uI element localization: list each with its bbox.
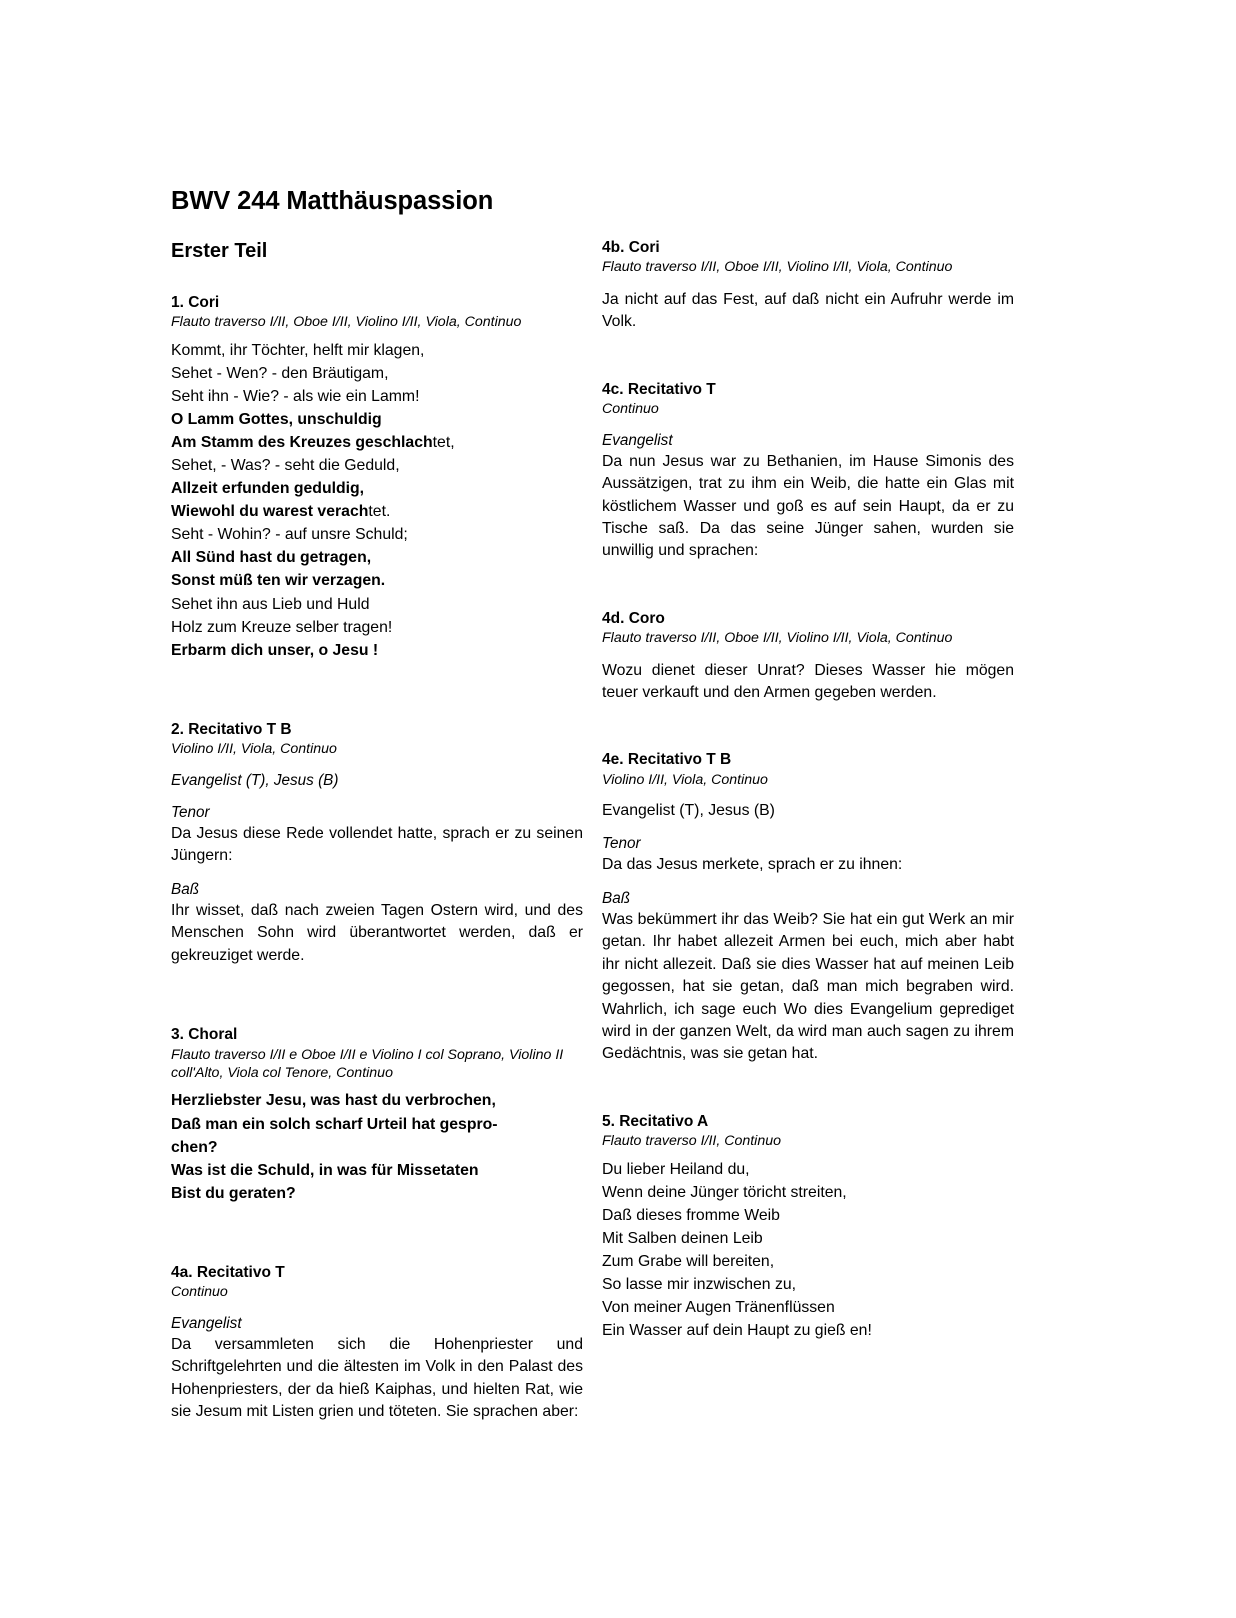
movement-heading: 4d. Coro (602, 609, 665, 627)
movement-roles: Evangelist (T), Jesus (B) (602, 802, 775, 820)
verse-line: Was ist die Schuld, in was für Missetaten (171, 1161, 479, 1179)
movement-5 (602, 1112, 1014, 1342)
verse-line: Daß dieses fromme Weib (602, 1206, 780, 1224)
left-column (171, 238, 583, 1424)
movement-heading: 4a. Recitativo T (171, 1263, 285, 1281)
verse-line: Sehet ihn aus Lieb und Huld (171, 595, 370, 613)
movement-scoring: Flauto traverso I/II, Oboe I/II, Violino I/II, Viola, Continuo (171, 314, 522, 331)
verse-line: Herzliebster Jesu, was hast du verbrochen, (171, 1092, 496, 1110)
right-column (602, 238, 1014, 1342)
voice-blocks (602, 834, 1014, 1066)
movement-3 (171, 1025, 583, 1205)
movement-heading: 4b. Cori (602, 239, 660, 256)
verse-line: Sehet, - Was? - seht die Geduld, (171, 457, 400, 475)
movement-scoring: Flauto traverso I/II, Continuo (602, 1133, 782, 1150)
movement-scoring: Flauto traverso I/II, Oboe I/II, Violino I/II, Viola, Continuo (602, 259, 953, 276)
movement-scoring: Continuo (171, 1284, 228, 1301)
verse-line: Seht - Wohin? - auf unsre Schuld; (171, 526, 408, 544)
movement-heading: 4c. Recitativo T (602, 380, 716, 398)
voice-label: Evangelist (602, 431, 673, 449)
verse-block (602, 1158, 1014, 1343)
movement-text: Ja nicht auf das Fest, auf daß nicht ein Aufruhr werde im Volk. (602, 290, 1014, 331)
voice-text: Da Jesus diese Rede vollendet hatte, sprach er zu seinen Jüngern: (171, 824, 583, 865)
verse-line: Erbarm dich unser, o Jesu ! (171, 641, 379, 659)
voice-text: Da versammleten sich die Hohenpriester und Schriftgelehrten und die ältesten im Volk in den Palast des Hohenpriesters, der da hieß Kaiphas, und hielten Rat, wie sie Jesum mit Listen grien und töteten. Sie sprachen aber: (171, 1335, 583, 1421)
verse-line: Bist du geraten? (171, 1184, 296, 1202)
verse-line: So lasse mir inzwischen zu, (602, 1276, 797, 1294)
voice-text: Da das Jesus merkete, sprach er zu ihnen: (602, 856, 903, 874)
movement-4d (602, 609, 1014, 705)
verse-line: Wenn deine Jünger töricht streiten, (602, 1183, 847, 1201)
voice-text: Was bekümmert ihr das Weib? Sie hat ein gut Werk an mir getan. Ihr habet allezeit Armen bei euch, mich aber habt ihr nicht allezeit. Daß sie dies Wasser hat auf meinen Leib gegossen, hat sie getan, daß man mich begraben wird. Wahrlich, ich sage euch Wo dies Evangelium geprediget wird in der ganzen Welt, da wird man auch sagen zu ihrem Gedächtnis, was sie getan hat. (602, 910, 1014, 1063)
movement-4c (602, 380, 1014, 563)
movement-heading: 5. Recitativo A (602, 1112, 709, 1130)
voice-label: Tenor (171, 803, 210, 821)
verse-line: Ein Wasser auf dein Haupt zu gieß en! (602, 1322, 872, 1340)
verse-line: Daß man ein solch scharf Urteil hat gespro- (171, 1115, 498, 1133)
movement-scoring: Violino I/II, Viola, Continuo (602, 771, 768, 788)
verse-line: Wiewohl du warest verachtet. (171, 503, 391, 521)
document-title: BWV 244 Matthäuspassion (171, 187, 494, 215)
movement-scoring: Violino I/II, Viola, Continuo (171, 741, 337, 758)
verse-line: Von meiner Augen Tränenflüssen (602, 1299, 835, 1317)
movement-roles: Evangelist (T), Jesus (B) (171, 771, 339, 789)
movement-heading: 3. Choral (171, 1026, 238, 1044)
movement-heading: 1. Cori (171, 294, 220, 311)
movement-scoring: Flauto traverso I/II e Oboe I/II e Violino I col Soprano, Violino II coll'Alto, Viola col Tenore, Continuo (171, 1046, 564, 1082)
verse-block (171, 339, 583, 662)
voice-label: Baß (602, 889, 631, 907)
verse-line: All Sünd hast du getragen, (171, 549, 372, 567)
verse-line: Allzeit erfunden geduldig, (171, 480, 365, 498)
voice-blocks (171, 1314, 583, 1424)
voice-blocks (171, 803, 583, 967)
movement-4b (602, 238, 1014, 334)
movement-scoring: Continuo (602, 401, 659, 418)
verse-line: O Lamm Gottes, unschuldig (171, 411, 382, 429)
movement-4e (602, 750, 1014, 1065)
verse-line: Am Stamm des Kreuzes geschlachtet, (171, 434, 455, 452)
verse-line: Zum Grabe will bereiten, (602, 1252, 775, 1270)
verse-line: Holz zum Kreuze selber tragen! (171, 618, 393, 636)
verse-line: Du lieber Heiland du, (602, 1160, 750, 1178)
voice-blocks (602, 431, 1014, 563)
movement-heading: 2. Recitativo T B (171, 720, 292, 738)
verse-line: Sonst müß ten wir verzagen. (171, 572, 386, 590)
verse-line: Sehet - Wen? - den Bräutigam, (171, 364, 389, 382)
movement-1 (171, 293, 583, 662)
movement-text: Wozu dienet dieser Unrat? Dieses Wasser hie mögen teuer verkauft und den Armen gegeben werden. (602, 661, 1014, 702)
voice-text: Da nun Jesus war zu Bethanien, im Hause Simonis des Aussätzigen, trat zu ihm ein Weib, die hatte ein Glas mit köstlichem Wasser und goß es auf sein Haupt, da er zu Tische saß. Da das seine Jünger sahen, wurden sie unwillig und sprachen: (602, 452, 1014, 560)
movement-4a (171, 1263, 583, 1424)
verse-line: chen? (171, 1138, 218, 1156)
voice-label: Evangelist (171, 1314, 242, 1332)
verse-line: Mit Salben deinen Leib (602, 1229, 763, 1247)
verse-line: Seht ihn - Wie? - als wie ein Lamm! (171, 387, 420, 405)
verse-line: Kommt, ihr Töchter, helft mir klagen, (171, 341, 425, 359)
part-title: Erster Teil (171, 240, 268, 262)
voice-label: Baß (171, 880, 200, 898)
movement-2 (171, 720, 583, 968)
movement-heading: 4e. Recitativo T B (602, 751, 732, 769)
voice-text: Ihr wisset, daß nach zweien Tagen Ostern wird, und des Menschen Sohn wird überantwortet werden, daß er gekreuziget werde. (171, 901, 583, 964)
movement-scoring: Flauto traverso I/II, Oboe I/II, Violino I/II, Viola, Continuo (602, 630, 953, 647)
verse-block (171, 1089, 583, 1204)
voice-label: Tenor (602, 835, 641, 853)
two-column-body (171, 238, 1016, 1618)
